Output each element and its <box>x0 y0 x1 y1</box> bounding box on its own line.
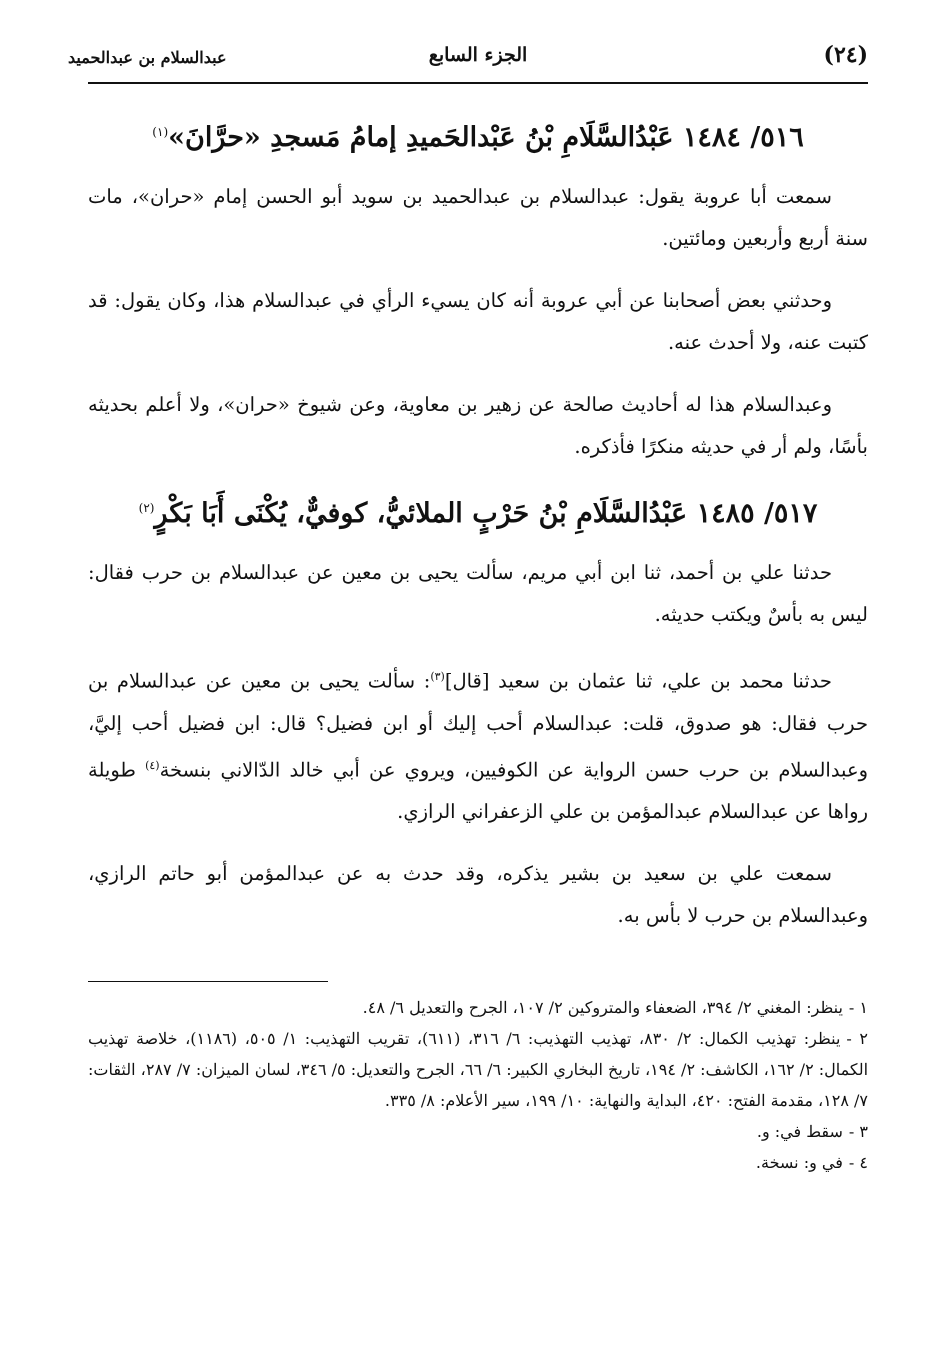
paragraph: سمعت علي بن سعيد بن بشير يذكره، وقد حدث به عن عبدالمؤمن أبو حاتم الرازي، وعبدالسلام بن حرب لا بأس به. <box>88 862 868 927</box>
paragraph <box>88 656 868 833</box>
entry-heading <box>88 488 868 534</box>
footnote <box>88 1116 868 1147</box>
paragraph: سمعت أبا عروبة يقول: عبدالسلام بن عبدالحميد بن سويد أبو الحسن إمام «حران»، مات سنة أربع وأربعين ومائتين. <box>88 185 868 250</box>
footnote-separator <box>88 957 868 992</box>
footnote-text: سقط في: و. <box>756 1122 843 1141</box>
paragraph: وحدثني بعض أصحابنا عن أبي عروبة أنه كان يسيء الرأي في عبدالسلام هذا، وكان يقول: قد كتبت عنه، ولا أحدث عنه. <box>88 289 868 354</box>
footnote-ref: (٣) <box>430 670 445 683</box>
running-header <box>68 40 868 84</box>
footnote-number: ٣ - <box>848 1122 868 1141</box>
paragraph: حدثنا علي بن أحمد، ثنا ابن أبي مريم، سألت يحيى بن معين عن عبدالسلام بن حرب فقال: ليس به بأسٌ ويكتب حديثه. <box>88 561 868 626</box>
paragraph-text: حدثنا محمد بن علي، ثنا عثمان بن سعيد [قال] <box>444 669 832 693</box>
footnote-ref: (٤) <box>145 758 160 772</box>
book-page <box>68 40 869 1350</box>
footnote-text: في و: نسخة. <box>755 1153 843 1172</box>
footnote-text: ينظر: تهذيب الكمال: ٢/ ٨٣٠، تهذيب التهذيب: ٦/ ٣١٦، (٦١١)، تقريب التهذيب: ١/ ٥٠٥، (١١٨٦)، خلاصة تهذيب الكمال: ٢/ ١٦٢، الكاشف: ٢/ ١٩٤، تاريخ البخاري الكبير: ٦/ ٦٦، الجرح والتعديل: ٥/ ٣٤٦، لسان الميزان: ٧/ ٢٨٧، الثقات: ٧/ ١٢٨، مقدمة الفتح: ٤٢٠، البداية والنهاية: ١٠/ ١٩٩، سير الأعلام: ٨/ ٣٣٥. <box>88 1029 869 1110</box>
entry-heading-text: ٥١٦/ ١٤٨٤ عَبْدُالسَّلَامِ بْنُ عَبْدالحَميدِ إمامُ مَسجدِ «حرَّانَ» <box>168 122 804 153</box>
footnote-number: ٢ - <box>846 1029 868 1048</box>
entry-heading <box>88 112 868 158</box>
paragraph-text: طويلة رواها عن عبدالسلام عبدالمؤمن بن علي الزعفراني الرازي. <box>88 758 868 823</box>
footnotes <box>88 992 868 1178</box>
footnote-ref: (٢) <box>138 501 155 515</box>
footnote <box>88 992 868 1023</box>
footnote-number: ١ - <box>848 998 868 1017</box>
volume-title: الجزء السابع <box>428 44 528 66</box>
footnote-ref: (١) <box>152 125 169 139</box>
entry-heading-text: ٥١٧/ ١٤٨٥ عَبْدُالسَّلَامِ بْنُ حَرْبٍ الملائيُّ، كوفيٌّ، يُكْنَى أَبَا بَكْرٍ <box>154 498 818 529</box>
paragraph-text: : سألت يحيى بن معين عن عبدالسلام بن حرب فقال: هو صدوق، قلت: عبدالسلام أحب إليك أو ابن فضيل؟ قال: ابن فضيل أحب إليَّ، وعبدالسلام بن حرب حسن الرواية عن الكوفيين، ويروي عن أبي خالد الدّالاني بنسخة <box>88 669 868 781</box>
running-name: عبدالسلام بن عبدالحميد <box>68 48 227 67</box>
entry-1484 <box>88 112 868 468</box>
footnote <box>88 1147 868 1178</box>
paragraph: وعبدالسلام هذا له أحاديث صالحة عن زهير بن معاوية، وعن شيوخ «حران»، ولا أعلم بحديثه بأسًا، ولم أر في حديثه منكرًا فأذكره. <box>88 393 868 458</box>
footnote-number: ٤ - <box>848 1153 868 1172</box>
entry-1485 <box>88 488 868 937</box>
footnote-text: ينظر: المغني ٢/ ٣٩٤، الضعفاء والمتروكين ٢/ ١٠٧، الجرح والتعديل ٦/ ٤٨. <box>362 998 843 1017</box>
page-number: (٢٤) <box>823 42 868 68</box>
footnote <box>88 1023 868 1116</box>
